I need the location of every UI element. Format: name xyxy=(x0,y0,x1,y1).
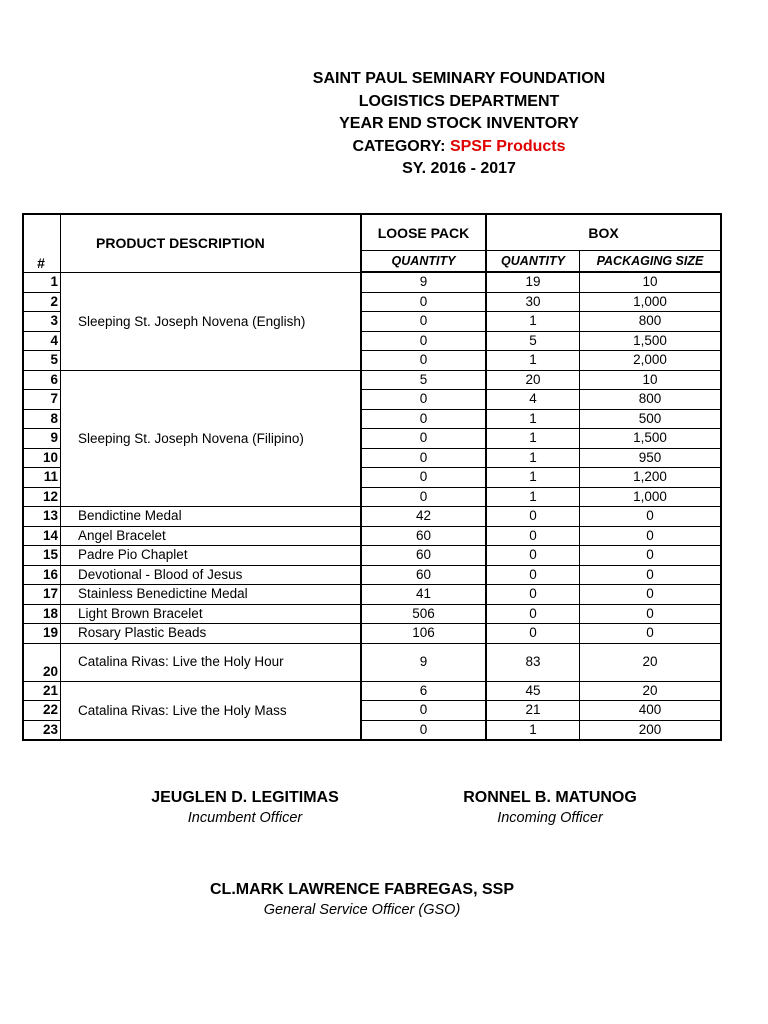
loose-quantity: 0 xyxy=(361,331,486,351)
table-row xyxy=(23,526,721,546)
loose-quantity: 9 xyxy=(361,643,486,681)
row-number: 9 xyxy=(23,429,61,449)
loose-quantity: 0 xyxy=(361,720,486,740)
box-quantity: 0 xyxy=(486,585,580,605)
row-number: 21 xyxy=(23,681,61,701)
box-quantity: 1 xyxy=(486,312,580,332)
category-value: SPSF Products xyxy=(449,137,566,155)
table-row xyxy=(23,624,721,644)
incoming-role: Incoming Officer xyxy=(497,810,603,826)
table-row xyxy=(23,546,721,566)
row-number: 11 xyxy=(23,468,61,488)
gso-role: General Service Officer (GSO) xyxy=(263,902,461,918)
packaging-size: 0 xyxy=(580,526,722,546)
packaging-size: 1,200 xyxy=(580,468,722,488)
box-quantity: 1 xyxy=(486,429,580,449)
packaging-size: 500 xyxy=(580,409,722,429)
row-number: 4 xyxy=(23,331,61,351)
product-description: Rosary Plastic Beads xyxy=(61,624,362,644)
box-quantity: 0 xyxy=(486,604,580,624)
loose-quantity: 0 xyxy=(361,292,486,312)
packaging-size: 10 xyxy=(580,272,722,292)
packaging-size-header: PACKAGING SIZE xyxy=(580,251,722,273)
inventory-body xyxy=(23,272,721,740)
row-number: 16 xyxy=(23,565,61,585)
packaging-size: 0 xyxy=(580,507,722,527)
product-description: Sleeping St. Joseph Novena (Filipino) xyxy=(61,370,362,507)
packaging-size: 1,000 xyxy=(580,292,722,312)
inventory-table xyxy=(22,213,722,741)
packaging-size: 20 xyxy=(580,643,722,681)
loose-quantity: 506 xyxy=(361,604,486,624)
product-description: Devotional - Blood of Jesus xyxy=(61,565,362,585)
row-number: 7 xyxy=(23,390,61,410)
gso-signatory xyxy=(170,880,554,920)
loose-quantity: 5 xyxy=(361,370,486,390)
document-header xyxy=(0,68,768,181)
loose-quantity: 0 xyxy=(361,701,486,721)
box-quantity: 83 xyxy=(486,643,580,681)
packaging-size: 20 xyxy=(580,681,722,701)
loose-quantity: 0 xyxy=(361,312,486,332)
table-row xyxy=(23,507,721,527)
loose-quantity: 0 xyxy=(361,409,486,429)
row-number: 22 xyxy=(23,701,61,721)
row-number: 19 xyxy=(23,624,61,644)
box-quantity-header: QUANTITY xyxy=(486,251,580,273)
row-number: 3 xyxy=(23,312,61,332)
row-number: 23 xyxy=(23,720,61,740)
packaging-size: 0 xyxy=(580,546,722,566)
loose-quantity: 60 xyxy=(361,546,486,566)
row-number: 13 xyxy=(23,507,61,527)
product-description: Sleeping St. Joseph Novena (English) xyxy=(61,272,362,370)
packaging-size: 800 xyxy=(580,390,722,410)
table-row xyxy=(23,272,721,292)
box-quantity: 30 xyxy=(486,292,580,312)
box-quantity: 1 xyxy=(486,468,580,488)
product-description: Catalina Rivas: Live the Holy Hour xyxy=(61,643,362,681)
packaging-size: 400 xyxy=(580,701,722,721)
header-row xyxy=(23,214,721,251)
row-number: 6 xyxy=(23,370,61,390)
row-number: 18 xyxy=(23,604,61,624)
loose-quantity: 42 xyxy=(361,507,486,527)
packaging-size: 200 xyxy=(580,720,722,740)
row-number: 12 xyxy=(23,487,61,507)
school-year: SY. 2016 - 2017 xyxy=(402,160,516,177)
loose-quantity: 0 xyxy=(361,468,486,488)
box-quantity: 19 xyxy=(486,272,580,292)
loose-quantity: 9 xyxy=(361,272,486,292)
box-quantity: 4 xyxy=(486,390,580,410)
packaging-size: 1,500 xyxy=(580,331,722,351)
box-quantity: 1 xyxy=(486,487,580,507)
packaging-size: 10 xyxy=(580,370,722,390)
table-row xyxy=(23,643,721,681)
loose-pack-header: LOOSE PACK xyxy=(361,214,486,251)
row-number: 5 xyxy=(23,351,61,371)
product-description: Angel Bracelet xyxy=(61,526,362,546)
incumbent-role: Incumbent Officer xyxy=(187,810,303,826)
category-line xyxy=(0,136,768,159)
loose-quantity-header: QUANTITY xyxy=(361,251,486,273)
category-label: CATEGORY: xyxy=(352,137,446,155)
product-description: Catalina Rivas: Live the Holy Mass xyxy=(61,681,362,740)
product-description: Bendictine Medal xyxy=(61,507,362,527)
report-title: YEAR END STOCK INVENTORY xyxy=(339,115,579,132)
box-quantity: 45 xyxy=(486,681,580,701)
packaging-size: 1,000 xyxy=(580,487,722,507)
box-quantity: 1 xyxy=(486,448,580,468)
packaging-size: 1,500 xyxy=(580,429,722,449)
row-number: 20 xyxy=(23,643,61,681)
box-quantity: 0 xyxy=(486,546,580,566)
table-row xyxy=(23,585,721,605)
row-number: 2 xyxy=(23,292,61,312)
packaging-size: 0 xyxy=(580,565,722,585)
loose-quantity: 41 xyxy=(361,585,486,605)
packaging-size: 2,000 xyxy=(580,351,722,371)
table-row xyxy=(23,681,721,701)
incumbent-signatory xyxy=(120,788,370,828)
packaging-size: 0 xyxy=(580,624,722,644)
loose-quantity: 0 xyxy=(361,429,486,449)
product-description: Padre Pio Chaplet xyxy=(61,546,362,566)
row-number: 15 xyxy=(23,546,61,566)
row-number: 10 xyxy=(23,448,61,468)
loose-quantity: 60 xyxy=(361,526,486,546)
gso-name: CL.MARK LAWRENCE FABREGAS, SSP xyxy=(209,881,514,898)
row-number: 17 xyxy=(23,585,61,605)
box-quantity: 0 xyxy=(486,565,580,585)
incoming-signatory xyxy=(430,788,670,828)
box-header: BOX xyxy=(486,214,721,251)
box-quantity: 20 xyxy=(486,370,580,390)
packaging-size: 950 xyxy=(580,448,722,468)
box-quantity: 1 xyxy=(486,351,580,371)
loose-quantity: 6 xyxy=(361,681,486,701)
incoming-name: RONNEL B. MATUNOG xyxy=(463,789,637,806)
loose-quantity: 106 xyxy=(361,624,486,644)
row-number: 14 xyxy=(23,526,61,546)
department-title: LOGISTICS DEPARTMENT xyxy=(358,92,560,110)
row-number: 8 xyxy=(23,409,61,429)
box-quantity: 21 xyxy=(486,701,580,721)
loose-quantity: 60 xyxy=(361,565,486,585)
loose-quantity: 0 xyxy=(361,487,486,507)
loose-quantity: 0 xyxy=(361,351,486,371)
box-quantity: 5 xyxy=(486,331,580,351)
box-quantity: 1 xyxy=(486,409,580,429)
loose-quantity: 0 xyxy=(361,390,486,410)
num-header: # xyxy=(23,214,61,272)
incumbent-name: JEUGLEN D. LEGITIMAS xyxy=(151,789,339,806)
row-number: 1 xyxy=(23,272,61,292)
box-quantity: 1 xyxy=(486,720,580,740)
packaging-size: 0 xyxy=(580,604,722,624)
table-row xyxy=(23,565,721,585)
table-row xyxy=(23,604,721,624)
table-row xyxy=(23,370,721,390)
loose-quantity: 0 xyxy=(361,448,486,468)
packaging-size: 0 xyxy=(580,585,722,605)
foundation-title: SAINT PAUL SEMINARY FOUNDATION xyxy=(312,70,606,87)
product-description: Stainless Benedictine Medal xyxy=(61,585,362,605)
box-quantity: 0 xyxy=(486,526,580,546)
description-header: PRODUCT DESCRIPTION xyxy=(61,214,362,272)
box-quantity: 0 xyxy=(486,507,580,527)
product-description: Light Brown Bracelet xyxy=(61,604,362,624)
box-quantity: 0 xyxy=(486,624,580,644)
packaging-size: 800 xyxy=(580,312,722,332)
